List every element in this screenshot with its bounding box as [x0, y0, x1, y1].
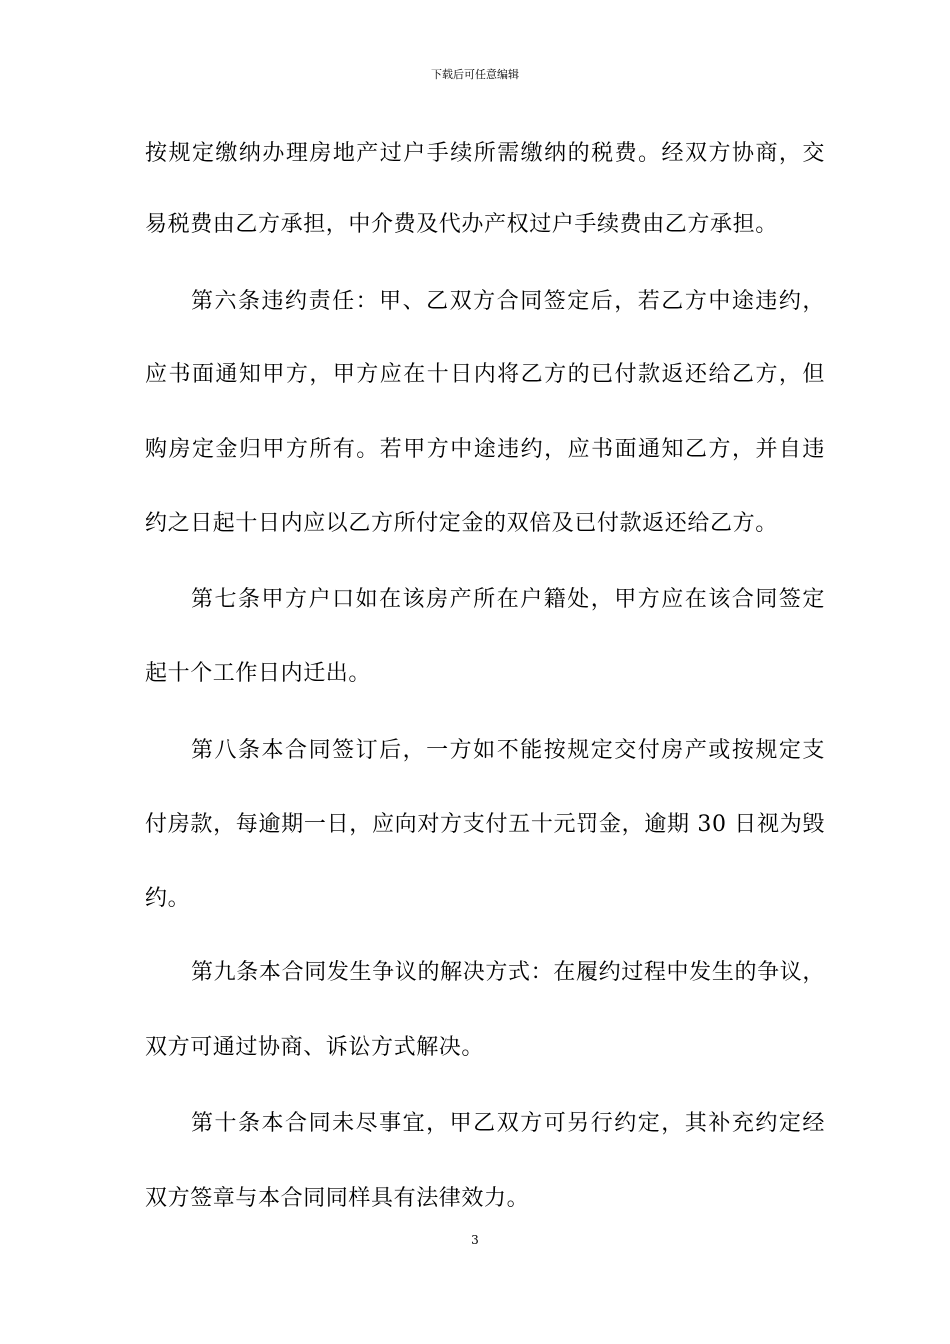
body-line-4: 应书面通知甲方，甲方应在十日内将乙方的已付款返还给乙方，但	[145, 362, 825, 387]
body-line-11: 约。	[145, 886, 191, 911]
body-line-13: 双方可通过协商、诉讼方式解决。	[145, 1035, 485, 1060]
page-header: 下载后可任意编辑	[431, 68, 519, 81]
body-line-7: 第七条甲方户口如在该房产所在户籍处，甲方应在该合同签定	[191, 587, 825, 612]
body-line-14: 第十条本合同未尽事宜，甲乙双方可另行约定，其补充约定经	[191, 1111, 825, 1136]
body-line-1: 按规定缴纳办理房地产过户手续所需缴纳的税费。经双方协商，交	[145, 141, 825, 166]
body-line-12: 第九条本合同发生争议的解决方式：在履约过程中发生的争议，	[191, 960, 825, 985]
page-number: 3	[471, 1233, 479, 1247]
body-line-3: 第六条违约责任：甲、乙双方合同签定后，若乙方中途违约，	[191, 289, 825, 314]
body-line-2: 易税费由乙方承担，中介费及代办产权过户手续费由乙方承担。	[145, 212, 778, 237]
body-line-15: 双方签章与本合同同样具有法律效力。	[145, 1186, 530, 1211]
body-line-6: 约之日起十日内应以乙方所付定金的双倍及已付款返还给乙方。	[145, 511, 778, 536]
body-line-8: 起十个工作日内迁出。	[145, 661, 372, 686]
body-line-9: 第八条本合同签订后，一方如不能按规定交付房产或按规定支	[191, 738, 825, 763]
body-line-5: 购房定金归甲方所有。若甲方中途违约，应书面通知乙方，并自违	[145, 437, 825, 462]
body-line-10: 付房款，每逾期一日，应向对方支付五十元罚金，逾期 30 日视为毁	[145, 812, 825, 837]
